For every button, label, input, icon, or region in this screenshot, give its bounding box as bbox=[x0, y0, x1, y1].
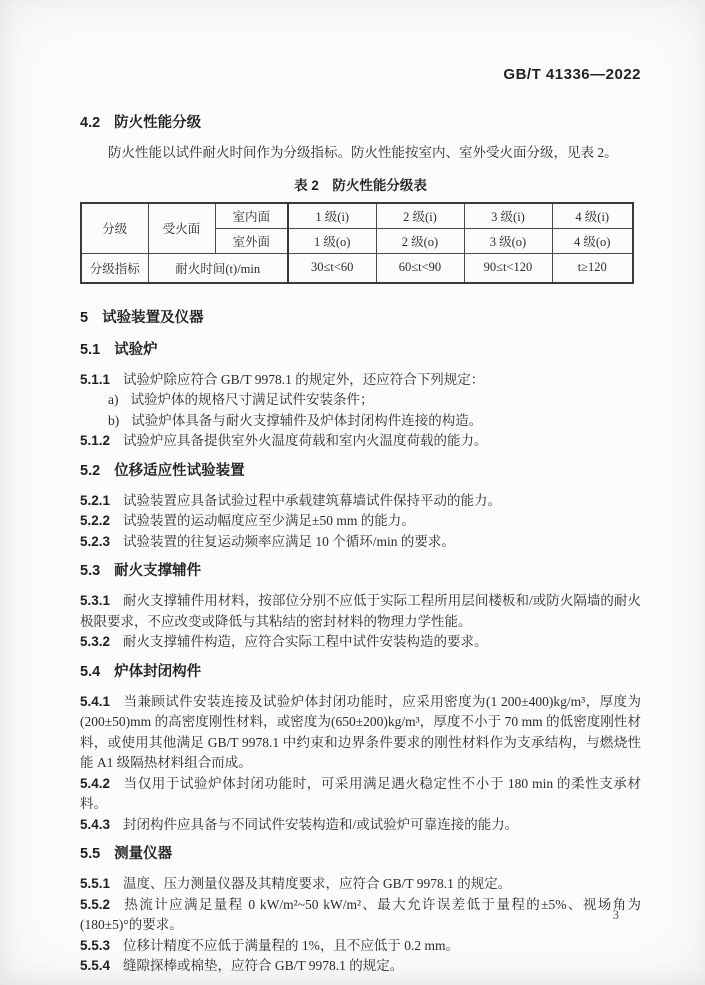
clause-number: 5.1.2 bbox=[80, 433, 111, 448]
table-cell: 2 级(o) bbox=[376, 228, 464, 253]
paragraph-4-2: 防火性能以试件耐火时间作为分级指标。防火性能按室内、室外受火面分级，见表 2。 bbox=[108, 145, 618, 160]
clause-5-4-2 bbox=[80, 774, 641, 815]
clause-5-3-1 bbox=[80, 591, 641, 632]
table-cell: 1 级(o) bbox=[288, 228, 376, 253]
clause-5-2-2 bbox=[80, 511, 641, 532]
heading-5 bbox=[80, 308, 641, 328]
clause-number: 5.3.2 bbox=[80, 634, 111, 649]
clause-number: 5.2 bbox=[80, 462, 101, 479]
list-marker: b) bbox=[108, 412, 120, 428]
clause-5-5-4 bbox=[80, 956, 641, 977]
clause-text: 温度、压力测量仪器及其精度要求，应符合 GB/T 9978.1 的规定。 bbox=[123, 876, 512, 891]
clause-text: 试验炉除应符合 GB/T 9978.1 的规定外，还应符合下列规定： bbox=[123, 371, 485, 387]
clause-title: 炉体封闭构件 bbox=[114, 663, 202, 680]
table-cell: 分级指标 bbox=[81, 253, 148, 283]
clause-title: 位移适应性试验装置 bbox=[114, 462, 245, 479]
clause-number: 5.1.1 bbox=[80, 371, 111, 387]
clause-text: 试验装置的往复运动频率应满足 10 个循环/min 的要求。 bbox=[123, 533, 455, 549]
list-item-a bbox=[80, 390, 641, 411]
table-cell: 分级 bbox=[81, 203, 148, 254]
clause-number: 5.5.4 bbox=[80, 958, 111, 973]
clause-5-3-2 bbox=[80, 632, 641, 653]
clause-text: 试验炉应具备提供室外火温度荷载和室内火温度荷载的能力。 bbox=[123, 433, 488, 448]
list-text: 试验炉体具备与耐火支撑辅件及炉体封闭构件连接的构造。 bbox=[131, 412, 483, 428]
clause-text: 耐火支撑辅件用材料，按部位分别不应低于实际工程所用层间楼板和/或防火隔墙的耐火极限要求，不应改变或降低与其粘结的密封材料的物理力学性能。 bbox=[80, 593, 641, 629]
clause-5-5-1 bbox=[80, 874, 641, 895]
clause-5-2-1 bbox=[80, 491, 641, 512]
clause-number: 5.5.2 bbox=[80, 896, 111, 912]
clause-number: 5.4.3 bbox=[80, 816, 111, 832]
table-row bbox=[81, 253, 633, 283]
clause-text: 当兼顾试件安装连接及试验炉体封闭功能时，应采用密度为(1 200±400)kg/m³，厚度为(200±50)mm 的高密度刚性材料，或密度为(650±200)kg/m³，厚度不小于 70 mm 的低密度刚性材料，或使用其他满足 GB/T 9978.1 中约束和边界条件要求的刚性材料作为支承结构，与燃烧性能 A1 级隔热材料组合而成。 bbox=[80, 693, 641, 770]
table-cell: 2 级(i) bbox=[376, 203, 464, 229]
list-marker: a) bbox=[108, 392, 119, 407]
clause-text: 试验装置的运动幅度应至少满足±50 mm 的能力。 bbox=[123, 513, 415, 528]
clause-5-4-3 bbox=[80, 815, 641, 836]
clause-number: 5.5 bbox=[80, 846, 101, 862]
clause-text: 位移计精度不应低于满量程的 1%，且不应低于 0.2 mm。 bbox=[123, 937, 460, 953]
standard-number: GB/T 41336—2022 bbox=[503, 66, 641, 83]
clause-5-5-3 bbox=[80, 936, 641, 957]
clause-number: 5.5.3 bbox=[80, 937, 111, 953]
clause-title: 试验炉 bbox=[114, 341, 158, 358]
heading-5-2 bbox=[80, 461, 641, 481]
clause-title: 试验装置及仪器 bbox=[102, 309, 204, 326]
clause-number: 5.1 bbox=[80, 341, 101, 358]
clause-number: 5 bbox=[80, 309, 89, 326]
clause-number: 5.2.1 bbox=[80, 492, 111, 508]
clause-number: 5.3.1 bbox=[80, 593, 111, 608]
clause-title: 测量仪器 bbox=[114, 846, 173, 862]
page-number: 3 bbox=[612, 908, 619, 922]
page-content bbox=[80, 104, 641, 977]
table-cell: 60≤t<90 bbox=[376, 253, 464, 283]
clause-text: 封闭构件应具备与不同试件安装构造和/或试验炉可靠连接的能力。 bbox=[123, 816, 519, 832]
table-cell: 3 级(i) bbox=[464, 203, 552, 229]
clause-number: 5.4 bbox=[80, 663, 101, 680]
clause-5-5-2 bbox=[80, 895, 641, 936]
clause-number: 5.5.1 bbox=[80, 876, 111, 891]
clause-number: 5.4.1 bbox=[80, 693, 111, 709]
table-caption: 表 2 防火性能分级表 bbox=[294, 177, 427, 193]
clause-text: 试验装置应具备试验过程中承载建筑幕墙试件保持平动的能力。 bbox=[123, 492, 502, 508]
clause-5-1-1 bbox=[80, 370, 641, 391]
clause-5-1-2 bbox=[80, 431, 641, 452]
table-cell: 30≤t<60 bbox=[288, 253, 376, 283]
heading-5-1 bbox=[80, 340, 641, 360]
clause-number: 5.3 bbox=[80, 563, 101, 579]
table-cell: 4 级(i) bbox=[552, 203, 633, 229]
heading-5-4 bbox=[80, 662, 641, 682]
fire-performance-grading-table bbox=[80, 202, 634, 284]
clause-title: 防火性能分级 bbox=[114, 115, 202, 131]
clause-number: 4.2 bbox=[80, 115, 101, 131]
table-cell: 室外面 bbox=[215, 228, 288, 253]
clause-number: 5.4.2 bbox=[80, 775, 111, 791]
list-text: 试验炉体的规格尺寸满足试件安装条件； bbox=[130, 392, 374, 407]
clause-5-4-1 bbox=[80, 692, 641, 774]
heading-4-2 bbox=[80, 113, 641, 133]
table-cell: 1 级(i) bbox=[288, 203, 376, 229]
list-item-b bbox=[80, 411, 641, 432]
table-cell: 耐火时间(t)/min bbox=[148, 253, 288, 283]
table-cell: 受火面 bbox=[148, 203, 215, 254]
table-row bbox=[81, 203, 633, 229]
heading-5-5 bbox=[80, 844, 641, 864]
clause-text: 热流计应满足量程 0 kW/m²~50 kW/m²、最大允许误差低于量程的±5%、视场角为(180±5)°的要求。 bbox=[80, 896, 641, 932]
clause-number: 5.2.3 bbox=[80, 533, 111, 549]
clause-5-2-3 bbox=[80, 532, 641, 553]
table-cell: 90≤t<120 bbox=[464, 253, 552, 283]
heading-5-3 bbox=[80, 561, 641, 581]
clause-text: 缝隙探棒或棉垫，应符合 GB/T 9978.1 的规定。 bbox=[123, 958, 404, 973]
table-cell: 3 级(o) bbox=[464, 228, 552, 253]
table-cell: 4 级(o) bbox=[552, 228, 633, 253]
clause-title: 耐火支撑辅件 bbox=[114, 563, 202, 579]
clause-text: 耐火支撑辅件构造，应符合实际工程中试件安装构造的要求。 bbox=[123, 634, 488, 649]
clause-text: 当仅用于试验炉体封闭功能时，可采用满足遇火稳定性不小于 180 min 的柔性支承材料。 bbox=[80, 775, 641, 811]
clause-number: 5.2.2 bbox=[80, 513, 111, 528]
table-cell: t≥120 bbox=[552, 253, 633, 283]
table-cell: 室内面 bbox=[215, 203, 288, 229]
